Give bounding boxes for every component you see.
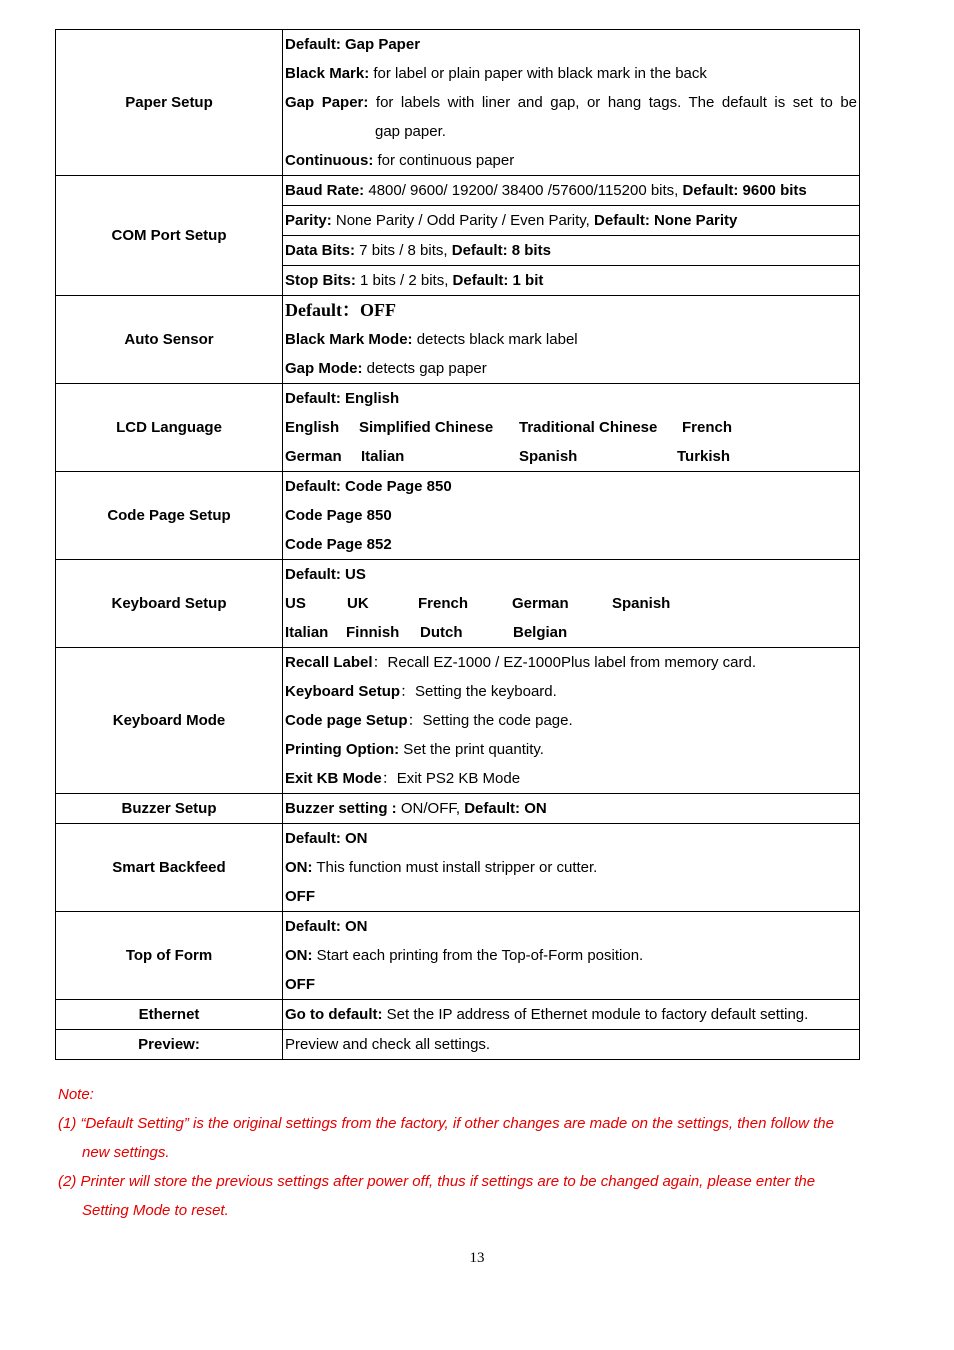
note-item-2: (2) Printer will store the previous settings after power off, thus if settings are to be changed again, please enter the [58, 1173, 816, 1190]
row-desc: Baud Rate: 4800/ 9600/ 19200/ 38400 /57600/115200 bits, Default: 9600 bits [283, 176, 860, 206]
row-label: Smart Backfeed [56, 824, 283, 912]
default-line: Default: ON [285, 918, 368, 935]
row-code-page [56, 472, 860, 560]
row-desc [283, 824, 860, 912]
option-line: ON: Start each printing from the Top-of-Form position. [285, 947, 644, 964]
row-com-port [56, 176, 860, 206]
row-preview [56, 1030, 860, 1060]
row-desc: Buzzer setting : ON/OFF, Default: ON [283, 794, 860, 824]
row-lcd-language [56, 384, 860, 472]
row-desc [283, 30, 860, 176]
default-line: Default: Code Page 850 [285, 478, 452, 495]
row-label: Top of Form [56, 912, 283, 1000]
keyboard-options: US UK French German Spanish [285, 595, 671, 612]
settings-table [55, 29, 860, 1060]
page-number: 13 [469, 1250, 485, 1266]
row-keyboard-setup [56, 560, 860, 648]
note-section [58, 1080, 898, 1225]
row-label: Keyboard Setup [56, 560, 283, 648]
row-label: Code Page Setup [56, 472, 283, 560]
option-line: Gap Paper: for labels with liner and gap, or hang tags. The default is set to be [285, 94, 857, 111]
row-desc [283, 472, 860, 560]
language-options: English Simplified Chinese Traditional Chinese French [285, 419, 733, 436]
note-item-2-cont: Setting Mode to reset. [82, 1202, 229, 1219]
row-desc [283, 296, 860, 384]
row-label: COM Port Setup [56, 176, 283, 296]
row-label: Ethernet [56, 1000, 283, 1030]
option-line: Black Mark: for label or plain paper with black mark in the back [285, 65, 707, 82]
note-item-1: (1) “Default Setting” is the original settings from the factory, if other changes are made on the settings, then follow the [58, 1115, 834, 1132]
option-line: Gap Mode: detects gap paper [285, 360, 487, 377]
row-desc: Parity: None Parity / Odd Parity / Even Parity, Default: None Parity [283, 206, 860, 236]
row-desc: Data Bits: 7 bits / 8 bits, Default: 8 bits [283, 236, 860, 266]
row-top-of-form [56, 912, 860, 1000]
option-line: Code Page 850 [285, 507, 392, 524]
option-line: Printing Option: Set the print quantity. [285, 741, 544, 758]
option-line: Recall Label：Recall EZ-1000 / EZ-1000Plus label from memory card. [285, 654, 757, 671]
row-label: Preview: [56, 1030, 283, 1060]
row-keyboard-mode [56, 648, 860, 794]
row-label: Keyboard Mode [56, 648, 283, 794]
default-line: Default: Gap Paper [285, 36, 421, 53]
row-auto-sensor [56, 296, 860, 384]
row-desc: Go to default: Set the IP address of Ethernet module to factory default setting. [283, 1000, 860, 1030]
keyboard-options: Italian Finnish Dutch Belgian [285, 624, 568, 641]
row-desc [283, 648, 860, 794]
option-line: Black Mark Mode: detects black mark label [285, 331, 578, 348]
default-line: Default: English [285, 390, 400, 407]
row-desc: Stop Bits: 1 bits / 2 bits, Default: 1 bit [283, 266, 860, 296]
option-line: ON: This function must install stripper or cutter. [285, 859, 598, 876]
row-buzzer-setup [56, 794, 860, 824]
row-desc [283, 560, 860, 648]
row-desc [283, 912, 860, 1000]
row-desc: Preview and check all settings. [283, 1030, 860, 1060]
language-options: German Italian Spanish Turkish [285, 448, 731, 465]
row-ethernet [56, 1000, 860, 1030]
row-desc [283, 384, 860, 472]
note-title: Note: [58, 1086, 94, 1103]
default-line: Default: US [285, 566, 366, 583]
option-line: Keyboard Setup：Setting the keyboard. [285, 683, 557, 700]
option-line: Continuous: for continuous paper [285, 152, 515, 169]
option-line-cont: gap paper. [375, 123, 446, 140]
row-label: Buzzer Setup [56, 794, 283, 824]
default-line: Default：OFF [285, 300, 396, 320]
row-label: Paper Setup [56, 30, 283, 176]
default-line: Default: ON [285, 830, 368, 847]
row-smart-backfeed [56, 824, 860, 912]
option-line: Exit KB Mode：Exit PS2 KB Mode [285, 770, 521, 787]
option-line: Code Page 852 [285, 536, 392, 553]
option-line: OFF [285, 888, 315, 905]
option-line: Code page Setup：Setting the code page. [285, 712, 573, 729]
row-paper-setup [56, 30, 860, 176]
row-label: Auto Sensor [56, 296, 283, 384]
note-item-1-cont: new settings. [82, 1144, 170, 1161]
row-label: LCD Language [56, 384, 283, 472]
option-line: OFF [285, 976, 315, 993]
